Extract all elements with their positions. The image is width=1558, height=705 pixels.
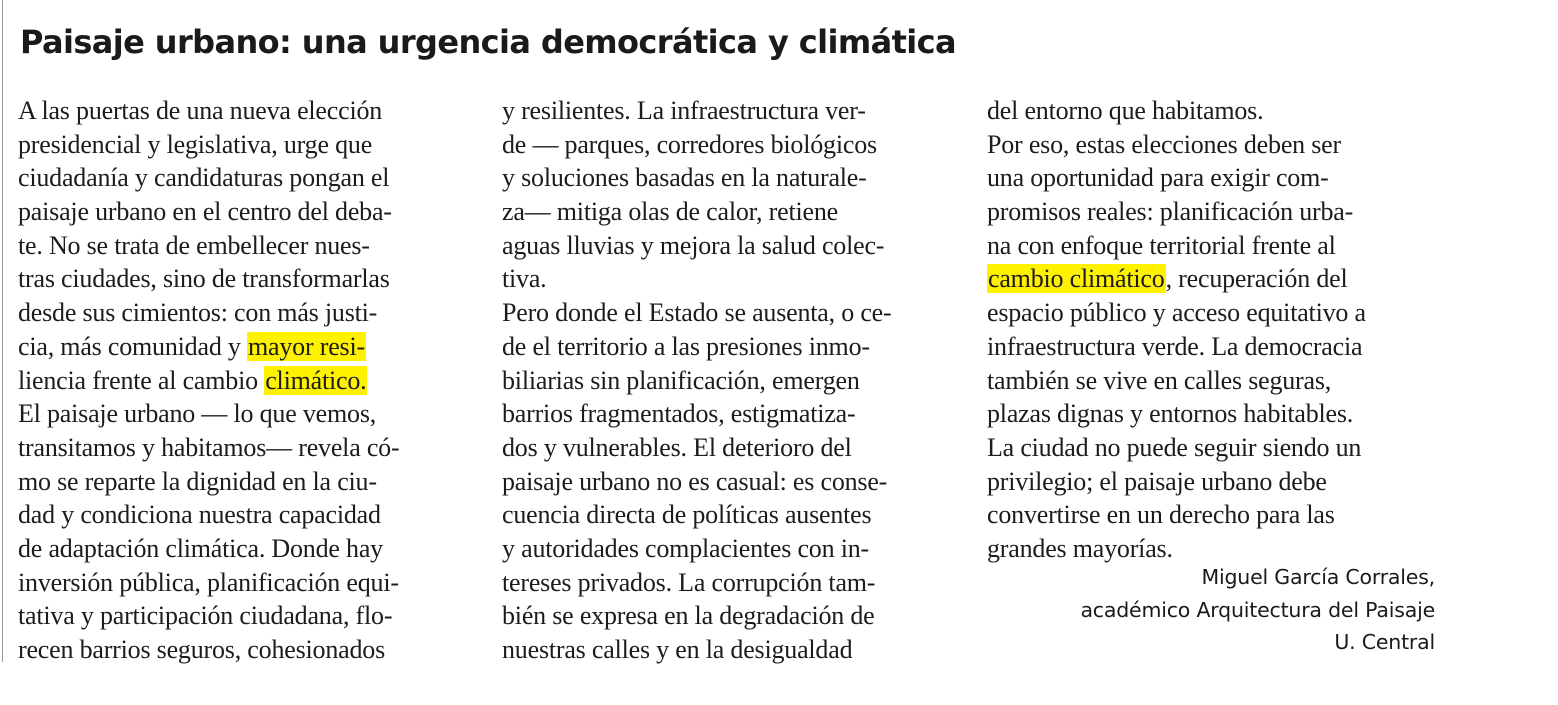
text-line xyxy=(502,262,891,296)
text-line xyxy=(502,161,891,195)
text-line xyxy=(502,229,891,263)
text-segment: tativa y participación ciudadana, flo- xyxy=(18,601,393,631)
text-line xyxy=(502,330,891,364)
text-segment: paisaje urbano no es casual: es conse- xyxy=(502,466,888,496)
text-segment: presidencial y legislativa, urge que xyxy=(18,129,373,159)
text-segment: paisaje urbano en el centro del deba- xyxy=(18,197,392,227)
text-segment: biliarias sin planificación, emergen xyxy=(502,365,860,395)
text-segment: cuencia directa de políticas ausentes xyxy=(502,500,872,530)
text-segment: barrios fragmentados, estigmatiza- xyxy=(502,399,856,429)
text-segment: de — parques, corredores biológicos xyxy=(502,129,877,159)
author-title: académico Arquitectura del Paisaje xyxy=(1080,597,1435,622)
text-line xyxy=(18,599,399,633)
text-line xyxy=(18,397,399,431)
text-line xyxy=(502,397,891,431)
text-line xyxy=(502,465,891,499)
text-line xyxy=(987,296,1366,330)
text-segment: Pero donde el Estado se ausenta, o ce- xyxy=(502,298,892,328)
text-segment: ciudadanía y candidaturas pongan el xyxy=(18,163,390,193)
text-segment: promisos reales: planificación urba- xyxy=(987,197,1354,227)
text-segment: A las puertas de una nueva elección xyxy=(18,96,383,125)
text-line xyxy=(502,566,891,600)
text-line xyxy=(18,364,399,398)
text-segment: transitamos y habitamos— revela có- xyxy=(18,432,400,462)
text-line xyxy=(987,94,1366,128)
text-line xyxy=(502,364,891,398)
text-line xyxy=(987,161,1366,195)
text-segment: La ciudad no puede seguir siendo un xyxy=(987,432,1362,462)
text-line xyxy=(18,262,399,296)
text-line xyxy=(502,532,891,566)
text-line xyxy=(18,195,399,229)
text-line xyxy=(987,330,1366,364)
text-line xyxy=(18,532,399,566)
text-line xyxy=(18,296,399,330)
author-signature xyxy=(980,561,1435,659)
text-line xyxy=(987,397,1366,431)
text-segment: mo se reparte la dignidad en la ciu- xyxy=(18,466,377,496)
text-line xyxy=(18,566,399,600)
text-line xyxy=(987,364,1366,398)
text-segment: inversión pública, planificación equi- xyxy=(18,567,399,597)
text-segment: de adaptación climática. Donde hay xyxy=(18,533,383,563)
text-line xyxy=(18,465,399,499)
text-line xyxy=(18,633,399,667)
text-line xyxy=(502,94,891,128)
highlighted-text: climático. xyxy=(265,365,367,395)
text-segment: tras ciudades, sino de transformarlas xyxy=(18,264,390,294)
article-column-1 xyxy=(18,94,399,667)
text-segment: na con enfoque territorial frente al xyxy=(987,230,1336,260)
text-segment: tereses privados. La corrupción tam- xyxy=(502,567,876,597)
text-segment: te. No se trata de embellecer nues- xyxy=(18,230,370,260)
text-segment: aguas lluvias y mejora la salud colec- xyxy=(502,230,885,260)
text-line xyxy=(502,296,891,330)
text-line xyxy=(18,94,399,128)
text-line xyxy=(18,431,399,465)
page-left-rule xyxy=(2,0,3,662)
article-column-2 xyxy=(502,94,891,667)
text-segment: y autoridades complacientes con in- xyxy=(502,533,869,563)
text-segment: liencia frente al cambio xyxy=(18,365,265,395)
text-segment: dos y vulnerables. El deterioro del xyxy=(502,432,852,462)
text-segment: tiva. xyxy=(502,264,547,294)
text-segment: El paisaje urbano — lo que vemos, xyxy=(18,399,377,429)
text-segment: de el territorio a las presiones inmo- xyxy=(502,331,870,361)
text-segment: desde sus cimientos: con más justi- xyxy=(18,298,378,328)
text-line xyxy=(18,128,399,162)
text-line xyxy=(987,498,1366,532)
highlighted-text: cambio climático xyxy=(988,264,1165,294)
text-segment: za— mitiga olas de calor, retiene xyxy=(502,197,838,227)
text-segment: , recuperación del xyxy=(1165,264,1348,294)
text-segment: una oportunidad para exigir com- xyxy=(987,163,1329,193)
text-segment: del entorno que habitamos. xyxy=(987,96,1264,125)
text-segment: convertirse en un derecho para las xyxy=(987,500,1335,530)
text-segment: y soluciones basadas en la naturale- xyxy=(502,163,867,193)
text-line xyxy=(502,498,891,532)
text-line xyxy=(18,161,399,195)
text-segment: cia, más comunidad y xyxy=(18,331,248,361)
text-line xyxy=(502,195,891,229)
text-line xyxy=(18,229,399,263)
text-line xyxy=(987,431,1366,465)
text-line xyxy=(18,330,399,364)
text-line xyxy=(502,431,891,465)
text-line xyxy=(987,262,1366,296)
text-line xyxy=(987,229,1366,263)
text-segment: también se vive en calles seguras, xyxy=(987,365,1332,395)
text-line xyxy=(18,498,399,532)
author-name: Miguel García Corrales, xyxy=(1201,565,1435,589)
text-segment: nuestras calles y en la desigualdad xyxy=(502,635,853,664)
text-line xyxy=(987,195,1366,229)
text-segment: y resilientes. La infraestructura ver- xyxy=(502,96,866,125)
text-line xyxy=(987,128,1366,162)
text-segment: privilegio; el paisaje urbano debe xyxy=(987,466,1327,496)
text-segment: infraestructura verde. La democracia xyxy=(987,331,1363,361)
article-column-3 xyxy=(987,94,1366,566)
text-line xyxy=(502,599,891,633)
text-line xyxy=(502,128,891,162)
text-line xyxy=(987,465,1366,499)
text-segment: recen barrios seguros, cohesionados xyxy=(18,635,385,664)
article-headline: Paisaje urbano: una urgencia democrática y climática xyxy=(20,23,957,61)
text-segment: bién se expresa en la degradación de xyxy=(502,601,875,631)
text-line xyxy=(502,633,891,667)
text-segment: dad y condiciona nuestra capacidad xyxy=(18,500,381,530)
text-segment: Por eso, estas elecciones deben ser xyxy=(987,129,1341,159)
text-segment: grandes mayorías. xyxy=(987,533,1173,563)
highlighted-text: mayor resi- xyxy=(248,331,365,361)
author-affiliation: U. Central xyxy=(1334,630,1435,654)
text-segment: plazas dignas y entornos habitables. xyxy=(987,399,1354,429)
text-segment: espacio público y acceso equitativo a xyxy=(987,298,1366,328)
